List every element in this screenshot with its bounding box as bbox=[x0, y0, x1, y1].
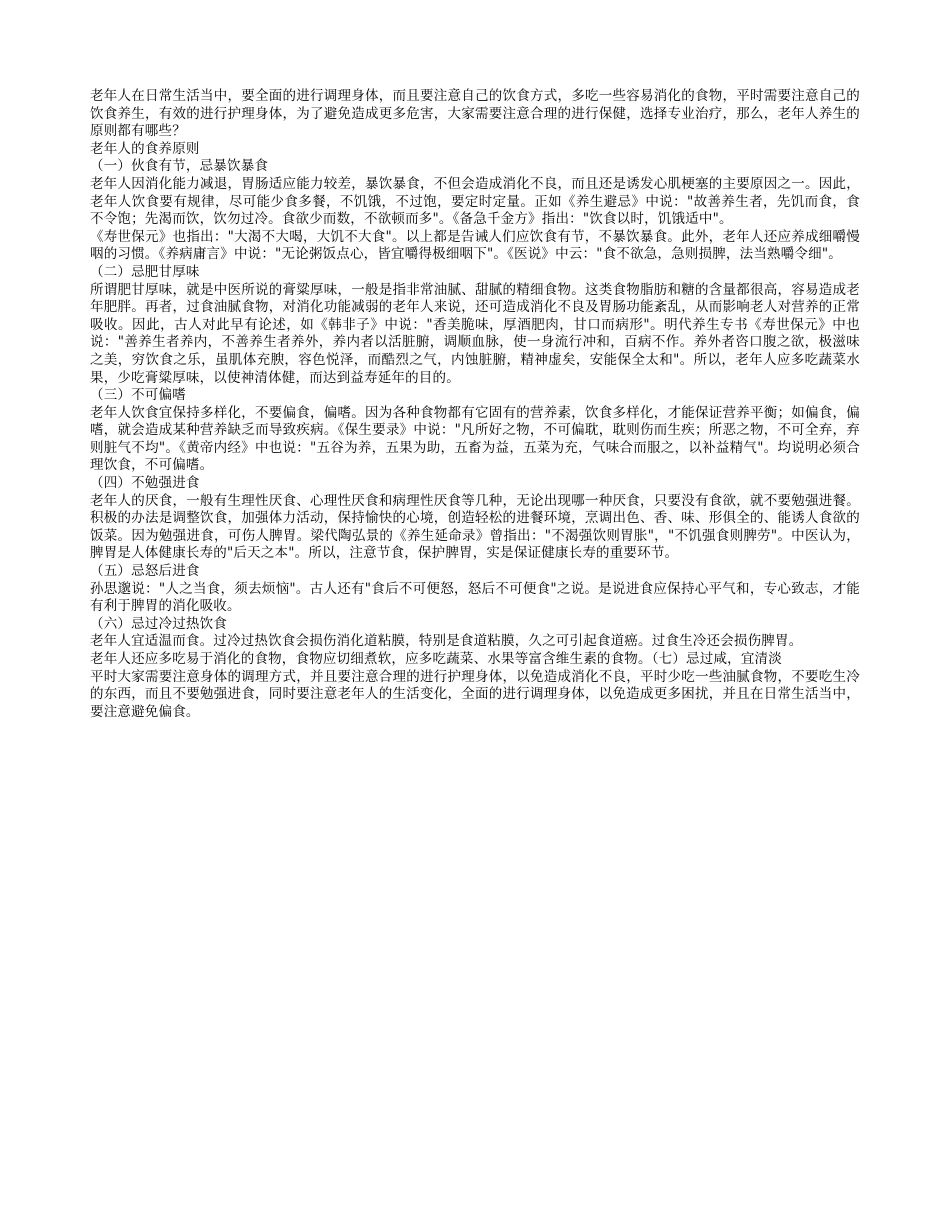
article-heading: 老年人的食养原则 bbox=[90, 140, 200, 157]
closing-paragraph: 平时大家需要注意身体的调理方式，并且要注意合理的进行护理身体，以免造成消化不良，平时少吃一些油腻食物，不要吃生冷的东西，而且不要勉强进食，同时要注意老年人的生活变化，全面的进行调理身体，以免造成更多困扰，并且在日常生活当中，要注意避免偏食。 bbox=[90, 668, 860, 720]
section-title: （二）忌肥甘厚味 bbox=[90, 263, 200, 280]
section-title: （五）忌怒后进食 bbox=[90, 563, 200, 580]
section-paragraph: 所谓肥甘厚味，就是中医所说的膏粱厚味，一般是指非常油腻、甜腻的精细食物。这类食物脂肪和糖的含量都很高，容易造成老年肥胖。再者，过食油腻食物，对消化功能减弱的老年人来说，还可造成消化不良及胃肠功能紊乱，从而影响老人对营养的正常吸收。因此，古人对此早有论述，如《韩非子》中说："香美脆味，厚酒肥肉，甘口而病形"。明代养生专书《寿世保元》中也说："善养生者养内，不善养生者养外，养内者以活脏腑，调顺血脉，使一身流行冲和，百病不作。养外者咨口腹之欲，极滋味之美，穷饮食之乐，虽肌体充腴，容色悦泽，而酷烈之气，内蚀脏腑，精神虚矣，安能保全太和"。所以，老年人应多吃蔬菜水果，少吃膏粱厚味，以使神清体健，而达到益寿延年的目的。 bbox=[90, 281, 860, 386]
section-paragraph: 老年人宜适温而食。过冷过热饮食会损伤消化道粘膜，特别是食道粘膜，久之可引起食道癌。过食生冷还会损伤脾胃。 bbox=[90, 633, 803, 650]
section-paragraph: 老年人因消化能力减退，胃肠适应能力较差，暴饮暴食，不但会造成消化不良，而且还是诱发心肌梗塞的主要原因之一。因此，老年人饮食要有规律，尽可能少食多餐，不饥饿，不过饱，要定时定量。正如《养生避忌》中说："故善养生者，先饥而食，食不令饱；先渴而饮，饮勿过冷。食欲少而数，不欲顿而多"。《备急千金方》指出："饮食以时，饥饿适中"。 bbox=[90, 175, 860, 228]
section-title: （四）不勉强进食 bbox=[90, 475, 200, 492]
intro-paragraph: 老年人在日常生活当中，要全面的进行调理身体，而且要注意自己的饮食方式，多吃一些容易消化的食物，平时需要注意自己的饮食养生，有效的进行护理身体，为了避免造成更多危害，大家需要注意合理的进行保健，选择专业治疗，那么，老年人养生的原则都有哪些？ bbox=[90, 88, 860, 140]
section-paragraph: 老年人饮食宜保持多样化，不要偏食，偏嗜。因为各种食物都有它固有的营养素，饮食多样化，才能保证营养平衡；如偏食，偏嗜，就会造成某种营养缺乏而导致疾病。《保生要录》中说："凡所好之物，不可偏耽，耽则伤而生疾；所恶之物，不可全弃，弃则脏气不均"。《黄帝内经》中也说："五谷为养，五果为助，五畜为益，五菜为充，气味合而服之，以补益精气"。均说明必须合理饮食，不可偏嗜。 bbox=[90, 404, 860, 474]
section-title: （六）忌过冷过热饮食 bbox=[90, 615, 227, 632]
section-paragraph: 《寿世保元》也指出："大渴不大喝，大饥不大食"。以上都是告诫人们应饮食有节，不暴饮暴食。此外，老年人还应养成细嚼慢咽的习惯。《养病庸言》中说："无论粥饭点心，皆宜嚼得极细咽下"。《医说》中云："食不欲急，急则损脾，法当熟嚼令细"。 bbox=[90, 228, 860, 263]
section-title: （三）不可偏嗜 bbox=[90, 387, 186, 404]
section-title: （一）伙食有节，忌暴饮暴食 bbox=[90, 158, 269, 175]
section-paragraph: 老年人的厌食，一般有生理性厌食、心理性厌食和病理性厌食等几种，无论出现哪一种厌食，只要没有食欲，就不要勉强进餐。积极的办法是调整饮食，加强体力活动，保持愉快的心境，创造轻松的进餐环境，烹调出色、香、味、形俱全的、能诱人食欲的饭菜。因为勉强进食，可伤人脾胃。梁代陶弘景的《养生延命录》曾指出："不渴强饮则胃胀"，"不饥强食则脾劳"。中医认为，脾胃是人体健康长寿的"后天之本"。所以，注意节食，保护脾胃，实是保证健康长寿的重要环节。 bbox=[90, 492, 860, 562]
article-body bbox=[90, 88, 860, 721]
section-paragraph: 孙思邈说："人之当食，须去烦恼"。古人还有"食后不可便怒，怒后不可便食"之说。是说进食应保持心平气和，专心致志，才能有利于脾胃的消化吸收。 bbox=[90, 580, 860, 615]
section-paragraph: 老年人还应多吃易于消化的食物，食物应切细煮软，应多吃蔬菜、水果等富含维生素的食物。（七）忌过咸，宜清淡 bbox=[90, 651, 782, 667]
